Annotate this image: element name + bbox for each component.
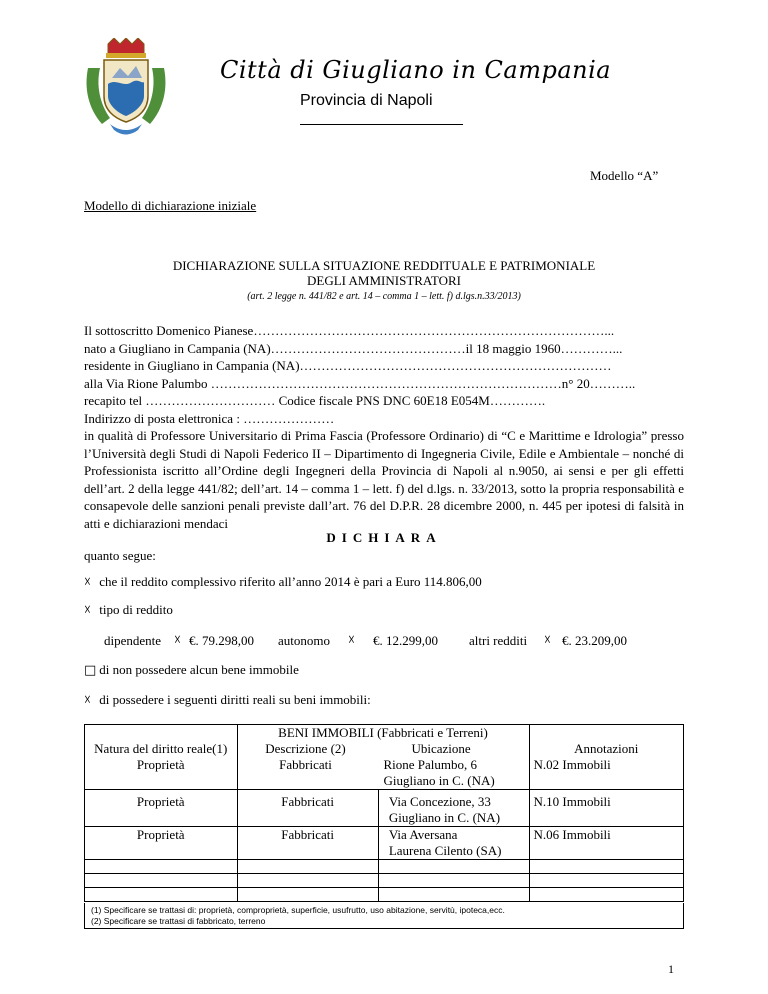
row1-descrizione: Fabbricati: [279, 757, 332, 772]
declarant-details: [84, 322, 684, 532]
dipendente-value: €. 79.298,00: [189, 633, 254, 648]
email-line: Indirizzo di posta elettronica : …………………: [84, 410, 335, 426]
dichiara-heading: DICHIARA: [326, 530, 442, 545]
row1-ubicazione-2: Giugliano in C. (NA): [383, 773, 495, 788]
residence-line: residente in Giugliano in Campania (NA)………………………………………………………………: [84, 358, 612, 373]
autonomo-label: autonomo: [278, 633, 330, 648]
birth-line: nato a Giugliano in Campania (NA)………………………………………il 18 maggio 1960…………...: [84, 340, 623, 356]
header-divider: [300, 124, 463, 125]
checked-mark-icon: ☓: [348, 633, 355, 648]
phone-fiscal-code-line: recapito tel ………………………… Codice fiscale PNS DNC 60E18 E054M………….: [84, 393, 546, 408]
altri-redditi-label: altri redditi: [469, 633, 528, 648]
income-text: che il reddito complessivo riferito all’anno 2014 è pari a Euro 114.806,00: [99, 574, 482, 589]
page-number: 1: [668, 962, 674, 976]
qualification-paragraph: in qualità di Professore Universitario di Prima Fascia (Professore Ordinario) di “C e Marittime e Idrologia” presso l’Università degli Studi di Napoli Federico II – Dipartimento di Ingegneria Civile, Edile e Ambientale – nonché di Professionista iscritto all’Ordine degli Ingegneri della Provincia di Napoli al n.9050, ai sensi e per gli effetti dell’art. 2 della legge 441/82; dell’art. 14 – comma 1 – lett. f) del d.lgs. n. 33/2013, sotto la propria responsabilità e consapevole delle sanzioni penali previste dall’art. 76 del D.P.R. 28 dicembre 2000, n. 445 per ipotesi di falsità in atti e dichiarazioni mendaci: [84, 428, 684, 531]
province-name: Provincia di Napoli: [300, 92, 433, 109]
checked-mark-icon: ☓: [174, 633, 181, 648]
declarant-name-line: Il sottoscritto Domenico Pianese………………………………………………………………………...: [84, 323, 615, 338]
income-item: [84, 574, 482, 590]
address-line: alla Via Rione Palumbo ………………………………………………………………………n° 20………..: [84, 375, 636, 391]
income-type-item: [84, 602, 173, 618]
table-caption: BENI IMMOBILI (Fabbricati e Terreni): [278, 725, 488, 740]
checked-mark-icon: ☓: [84, 603, 91, 618]
declaration-title: [84, 258, 684, 288]
no-property-item: [84, 662, 299, 678]
checked-mark-icon: ☓: [84, 693, 91, 708]
city-title: Città di Giugliano in Campania: [220, 56, 612, 84]
header-descrizione: Descrizione (2): [265, 741, 346, 756]
row1-annotazioni: N.02 Immobili: [533, 757, 611, 772]
unchecked-box-icon: □: [84, 663, 97, 678]
checked-mark-icon: ☓: [84, 575, 91, 590]
property-rights-item: [84, 692, 371, 708]
table-header-row: [85, 725, 684, 790]
no-property-text: di non possedere alcun bene immobile: [99, 662, 299, 677]
autonomo-value: €. 12.299,00: [373, 633, 438, 648]
footnote-1: (1) Specificare se trattasi di: proprietà, comproprietà, superficie, usufrutto, uso abitazione, servitù, ipoteca,ecc.: [91, 905, 505, 915]
declaration-legal-reference: (art. 2 legge n. 441/82 e art. 14 – comma 1 – lett. f) d.lgs.n.33/2013): [247, 291, 521, 302]
header-annotazioni: Annotazioni N.02 Immobili: [529, 725, 684, 790]
property-rights-text: di possedere i seguenti diritti reali su beni immobili:: [99, 692, 371, 707]
row1-ubicazione-1: Rione Palumbo, 6: [383, 757, 478, 772]
table-row-empty: [85, 874, 684, 888]
quanto-segue: quanto segue:: [84, 548, 156, 563]
table-footnotes: [84, 903, 684, 929]
table-row-empty: [85, 888, 684, 902]
table-row-empty: [85, 860, 684, 874]
declaration-title-line1: DICHIARAZIONE SULLA SITUAZIONE REDDITUALE E PATRIMONIALE: [172, 258, 596, 273]
declaration-title-line2: DEGLI AMMINISTRATORI: [307, 273, 461, 288]
header-natura: Natura del diritto reale(1) Proprietà: [85, 725, 238, 790]
table-row: Proprietà Fabbricati Via Aversana Laurena Cilento (SA) N.06 Immobili: [85, 827, 684, 860]
city-crest-logo: [80, 38, 172, 136]
footnote-2: (2) Specificare se trattasi di fabbricato, terreno: [91, 916, 266, 926]
header-ubicazione: Ubicazione: [411, 741, 471, 756]
income-type-label: tipo di reddito: [99, 602, 173, 617]
checked-mark-icon: ☓: [544, 633, 551, 648]
header-beni: [237, 725, 529, 790]
modello-label: Modello “A”: [590, 168, 659, 183]
dipendente-label: dipendente: [104, 633, 162, 648]
altri-redditi-value: €. 23.209,00: [562, 633, 627, 648]
property-table: [84, 724, 684, 902]
declaration-type: Modello di dichiarazione iniziale: [84, 198, 257, 213]
table-row: Proprietà Fabbricati Via Concezione, 33 Giugliano in C. (NA) N.10 Immobili: [85, 790, 684, 827]
